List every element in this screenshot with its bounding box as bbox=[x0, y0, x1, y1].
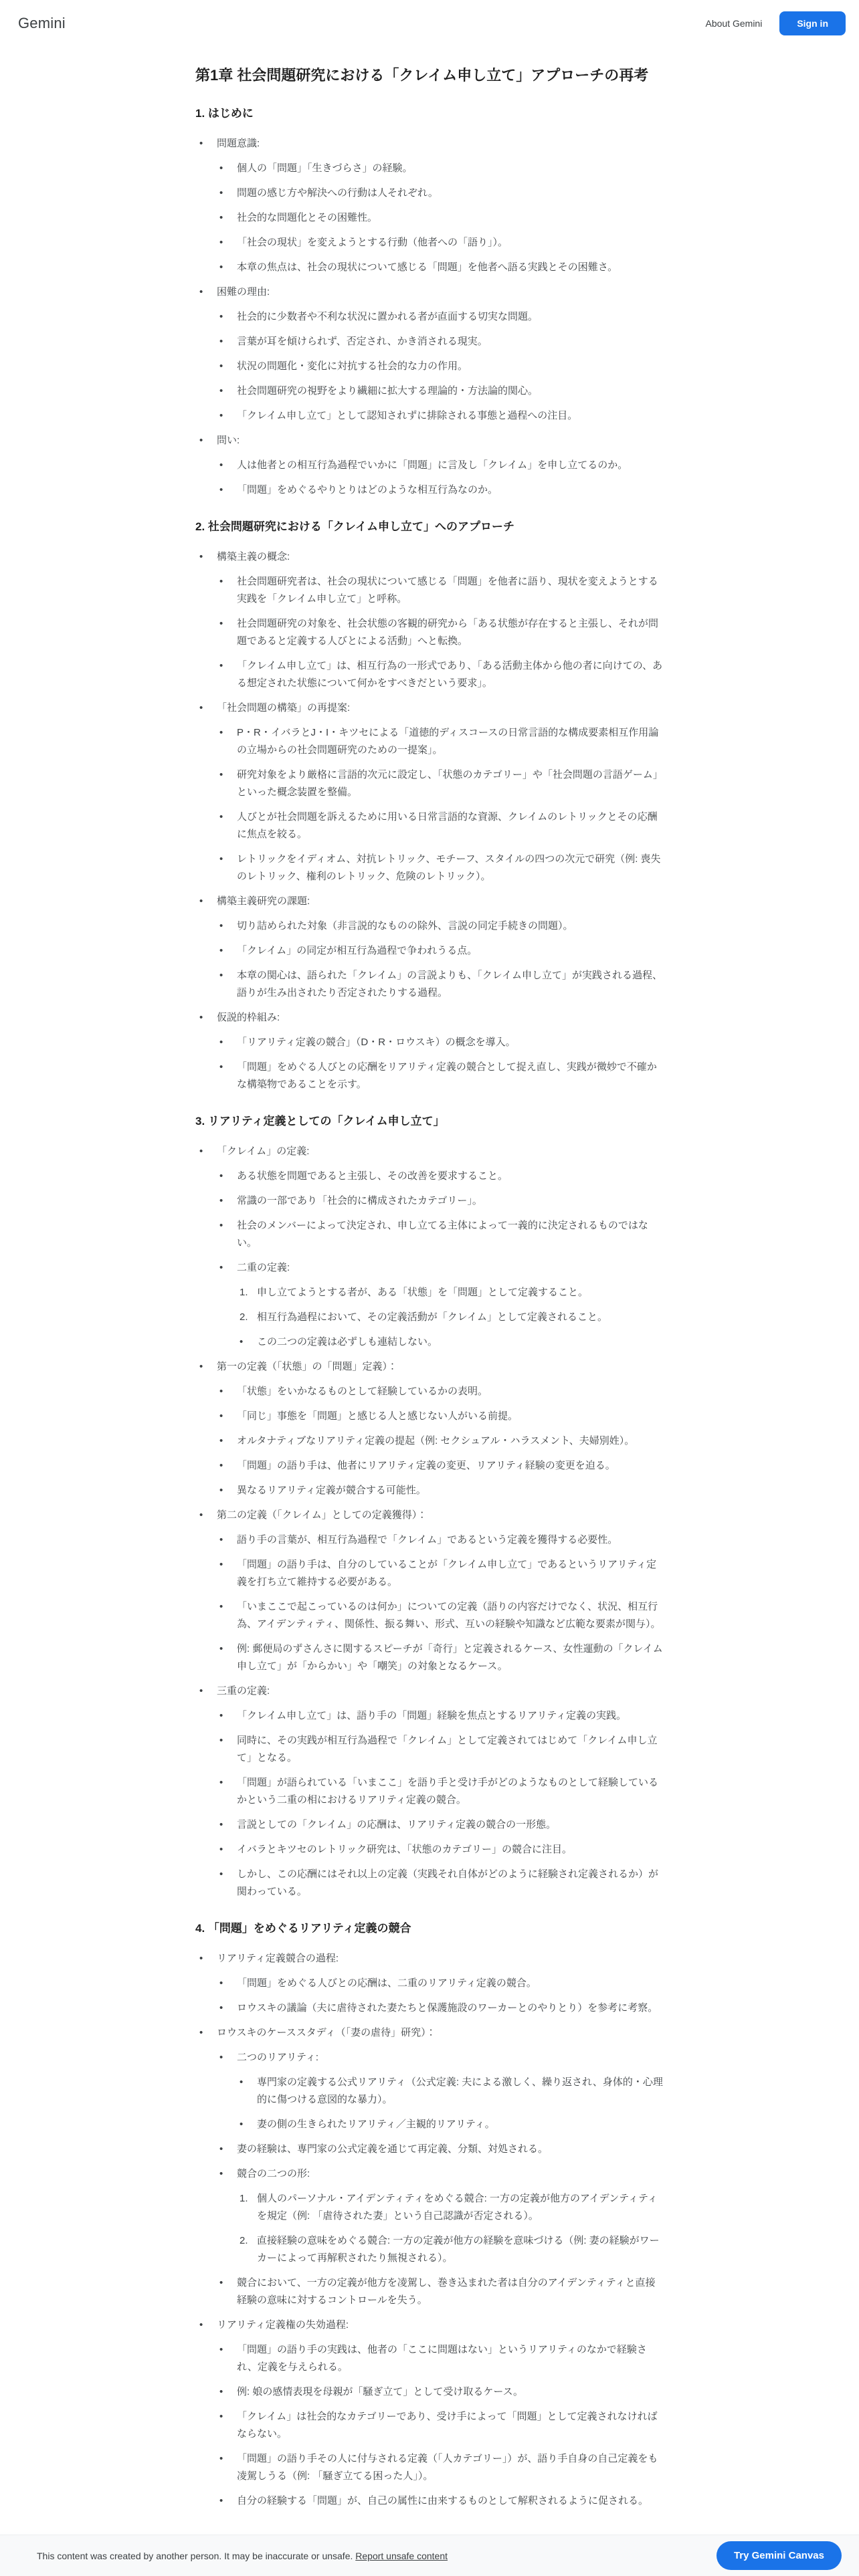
list-item bbox=[219, 1408, 664, 1425]
list-item-text: 「問題」が語られている「いまここ」を語り手と受け手がどのようなものとして経験しているかという二重の相におけるリアリティ定義の競合。 bbox=[237, 1777, 659, 1806]
list-item bbox=[240, 2116, 664, 2133]
list-item-text: レトリックをイディオム、対抗レトリック、モチーフ、スタイルの四つの次元で研究（例: 喪失のレトリック、権利のレトリック、危険のレトリック）。 bbox=[237, 853, 661, 882]
bullet-icon: • bbox=[219, 2344, 223, 2355]
list-item bbox=[219, 2450, 664, 2485]
list-item bbox=[199, 548, 664, 566]
bullet-icon: • bbox=[199, 1685, 203, 1697]
bullet-icon: • bbox=[219, 1643, 223, 1654]
list-item bbox=[199, 1009, 664, 1027]
bullet-icon: • bbox=[219, 360, 223, 372]
list-item-text: 問題の感じ方や解決への行動は人それぞれ。 bbox=[237, 187, 438, 199]
section-heading: 4. 「問題」をめぐるリアリティ定義の競合 bbox=[195, 1922, 411, 1935]
list-item-text: 「社会問題の構築」の再提案: bbox=[217, 702, 351, 714]
list-item bbox=[219, 1732, 664, 1767]
list-item-text: 言説としての「クレイム」の応酬は、リアリティ定義の競合の一形態。 bbox=[237, 1819, 557, 1830]
list-item-text: リアリティ定義競合の過程: bbox=[217, 1953, 339, 1964]
list-item-text: 「問題」の語り手の実践は、他者の「ここに問題はない」というリアリティのなかで経験され、定義を与えられる。 bbox=[237, 2344, 647, 2373]
list-item bbox=[219, 1841, 664, 1858]
bullet-icon: • bbox=[219, 336, 223, 347]
bullet-icon: • bbox=[219, 1037, 223, 1048]
list-item-text: 人は他者との相互行為過程でいかに「問題」に言及し「クレイム」を申し立てるのか。 bbox=[237, 459, 628, 471]
list-item-text: 妻の側の生きられたリアリティ／主観的リアリティ。 bbox=[257, 2119, 495, 2130]
list-item-text: 人びとが社会問題を訴えるために用いる日常言語的な資源、クレイムのレトリックとその応酬に焦点を絞る。 bbox=[237, 811, 658, 840]
list-item bbox=[199, 700, 664, 717]
list-item bbox=[219, 1259, 664, 1277]
list-item-text: 「社会の現状」を変えようとする行動（他者への「語り」）。 bbox=[237, 237, 508, 248]
list-item bbox=[219, 2408, 664, 2443]
list-number: 1. bbox=[240, 2193, 248, 2204]
bullet-icon: • bbox=[219, 2143, 223, 2155]
list-item bbox=[219, 967, 664, 1002]
bullet-icon: • bbox=[219, 311, 223, 322]
bullet-icon: • bbox=[240, 1336, 244, 1348]
page-title: 第1章 社会問題研究における「クレイム申し立て」アプローチの再考 bbox=[195, 67, 649, 84]
list-item-text: 社会的に少数者や不利な状況に置かれる者が直面する切実な問題。 bbox=[237, 311, 539, 322]
list-item bbox=[219, 1383, 664, 1400]
list-item bbox=[219, 1975, 664, 1992]
bullet-icon: • bbox=[219, 1195, 223, 1206]
bullet-icon: • bbox=[219, 187, 223, 199]
list-item-text: 例: 郵便局のずさんさに関するスピーチが「奇行」と定義されるケース、女性運動の「クレイム申し立て」が「からかい」や「嘲笑」の対象となるケース。 bbox=[237, 1643, 663, 1672]
list-item bbox=[219, 2049, 664, 2066]
list-item-text: 相互行為過程において、その定義活動が「クレイム」として定義されること。 bbox=[257, 1311, 607, 1323]
list-item-text: 社会問題研究の対象を、社会状態の客観的研究から「ある状態が存在すると主張し、それが問題であると定義する人びとによる活動」へと転換。 bbox=[237, 618, 659, 647]
list-item-text: 「いまここで起こっているのは何か」についての定義（語りの内容だけでなく、状況、相互行為、アイデンティティ、関係性、振る舞い、形式、互いの経験や知識など広範な要素が関与）。 bbox=[237, 1601, 661, 1630]
list-item bbox=[219, 1598, 664, 1633]
bullet-icon: • bbox=[219, 618, 223, 629]
list-item-text: 社会のメンバーによって決定され、申し立てる主体によって一義的に決定されるものではない。 bbox=[237, 1220, 648, 1249]
list-item bbox=[219, 1059, 664, 1093]
disclaimer-text bbox=[37, 2551, 448, 2561]
list-item bbox=[219, 259, 664, 276]
list-item-text: 二重の定義: bbox=[237, 1262, 290, 1273]
bullet-icon: • bbox=[199, 1012, 203, 1023]
list-number: 1. bbox=[240, 1287, 248, 1298]
list-item-text: 妻の経験は、専門家の公式定義を通じて再定義、分類、対処される。 bbox=[237, 2143, 549, 2155]
list-item-text: 「クレイム」の同定が相互行為過程で争われうる点。 bbox=[237, 945, 478, 956]
list-item bbox=[219, 209, 664, 227]
bullet-icon: • bbox=[219, 2168, 223, 2179]
list-item bbox=[199, 1950, 664, 1967]
list-item-text: 異なるリアリティ定義が競合する可能性。 bbox=[237, 1485, 426, 1496]
list-item-text: P・R・イバラとJ・I・キツセによる「道徳的ディスコースの日常言語的な構成要素相互作用論の立場からの社会問題研究のための一提案」。 bbox=[237, 727, 659, 756]
bullet-icon: • bbox=[219, 1170, 223, 1182]
list-item bbox=[199, 893, 664, 910]
list-item bbox=[219, 573, 664, 608]
list-item bbox=[219, 851, 664, 885]
list-item bbox=[199, 1507, 664, 1524]
list-number: 2. bbox=[240, 1311, 248, 1323]
bullet-icon: • bbox=[219, 410, 223, 421]
bullet-icon: • bbox=[219, 1977, 223, 1989]
document-outline bbox=[195, 106, 664, 2510]
list-item bbox=[219, 481, 664, 499]
list-item-text: 構築主義の概念: bbox=[217, 551, 290, 562]
list-item bbox=[219, 1531, 664, 1549]
list-item-text: 問題意識: bbox=[217, 138, 260, 149]
list-item-text: 常識の一部であり「社会的に構成されたカテゴリー」。 bbox=[237, 1195, 482, 1206]
list-item-text: ロウスキの議論（夫に虐待された妻たちと保護施設のワーカーとのやりとり）を参考に考察。 bbox=[237, 2002, 658, 2014]
bullet-icon: • bbox=[219, 1485, 223, 1496]
list-item bbox=[240, 1284, 664, 1301]
list-item bbox=[219, 1168, 664, 1185]
list-item bbox=[219, 1482, 664, 1499]
list-item-text: 「問題」の語り手は、他者にリアリティ定義の変更、リアリティ経験の変更を迫る。 bbox=[237, 1460, 615, 1471]
bullet-icon: • bbox=[219, 2495, 223, 2506]
gemini-logo[interactable]: Gemini bbox=[18, 15, 66, 31]
list-item-text: 「リアリティ定義の競合」（D・R・ロウスキ）の概念を導入。 bbox=[237, 1037, 516, 1048]
list-item bbox=[219, 1457, 664, 1475]
list-item bbox=[219, 918, 664, 935]
bullet-icon: • bbox=[199, 2027, 203, 2038]
list-item bbox=[219, 1774, 664, 1809]
list-item-text: 社会問題研究の視野をより繊細に拡大する理論的・方法論的関心。 bbox=[237, 385, 539, 397]
list-item bbox=[219, 1556, 664, 1591]
list-item-text: 本章の関心は、語られた「クレイム」の言説よりも、「クレイム申し立て」が実践される過程、語りが生み出されたり否定されたりする過程。 bbox=[237, 970, 663, 998]
section-heading: 1. はじめに bbox=[195, 107, 254, 120]
list-item-text: 本章の焦点は、社会の現状について感じる「問題」を他者へ語る実践とその困難さ。 bbox=[237, 261, 618, 273]
list-item bbox=[199, 2024, 664, 2042]
list-item-text: 切り詰められた対象（非言説的なものの除外、言説の同定手続きの問題）。 bbox=[237, 920, 573, 932]
bullet-icon: • bbox=[199, 435, 203, 446]
list-item bbox=[219, 2383, 664, 2401]
about-gemini-link[interactable]: About Gemini bbox=[705, 18, 763, 29]
report-unsafe-content-link[interactable]: Report unsafe content bbox=[355, 2550, 448, 2561]
list-item-text: 専門家の定義する公式リアリティ（公式定義: 夫による激しく、繰り返され、身体的・心理的に傷つける意図的な暴力）。 bbox=[257, 2076, 663, 2105]
bullet-icon: • bbox=[219, 2453, 223, 2464]
list-item bbox=[219, 2492, 664, 2510]
list-item-text: 個人の「問題」「生きづらさ」の経験。 bbox=[237, 163, 413, 174]
list-item bbox=[219, 358, 664, 375]
bullet-icon: • bbox=[219, 1601, 223, 1612]
list-item-text: オルタナティブなリアリティ定義の提起（例: セクシュアル・ハラスメント、夫婦別姓）。 bbox=[237, 1435, 635, 1446]
bullet-icon: • bbox=[199, 286, 203, 298]
list-item bbox=[219, 1816, 664, 1834]
bullet-icon: • bbox=[219, 660, 223, 671]
list-item-text: イバラとキツセのレトリック研究は、「状態のカテゴリー」の競合に注目。 bbox=[237, 1844, 573, 1855]
list-item bbox=[199, 1358, 664, 1376]
bullet-icon: • bbox=[219, 1386, 223, 1397]
bullet-icon: • bbox=[219, 1868, 223, 1880]
bullet-icon: • bbox=[219, 2411, 223, 2422]
list-item bbox=[219, 457, 664, 474]
list-item-text: 構築主義研究の課題: bbox=[217, 895, 310, 907]
top-bar-right bbox=[706, 11, 846, 35]
footer-bar bbox=[0, 2535, 859, 2576]
list-item-text: 「クレイム申し立て」は、相互行為の一形式であり、「ある活動主体から他の者に向けての、ある想定された状態について何かをすべきだという要求」。 bbox=[237, 660, 663, 689]
list-item bbox=[219, 1432, 664, 1450]
bullet-icon: • bbox=[199, 1953, 203, 1964]
list-item bbox=[219, 1192, 664, 1210]
bullet-icon: • bbox=[240, 2076, 244, 2088]
bullet-icon: • bbox=[219, 1534, 223, 1545]
list-item-text: 第一の定義（「状態」の「問題」定義）： bbox=[217, 1361, 398, 1372]
bullet-icon: • bbox=[219, 2052, 223, 2063]
list-item bbox=[219, 407, 664, 425]
list-item-text: 社会的な問題化とその困難性。 bbox=[237, 212, 378, 223]
bullet-icon: • bbox=[219, 2277, 223, 2288]
top-bar bbox=[0, 0, 859, 47]
list-item bbox=[240, 2232, 664, 2267]
list-item-text: 自分の経験する「問題」が、自己の属性に由来するものとして解釈されるように促される。 bbox=[237, 2495, 649, 2506]
list-item bbox=[199, 432, 664, 449]
list-item-text: 言葉が耳を傾けられず、否定され、かき消される現実。 bbox=[237, 336, 488, 347]
list-item bbox=[199, 1143, 664, 1160]
list-item-text: 二つのリアリティ: bbox=[237, 2052, 319, 2063]
list-item-text: 「同じ」事態を「問題」と感じる人と感じない人がいる前提。 bbox=[237, 1410, 518, 1422]
list-item bbox=[219, 657, 664, 692]
list-item-text: 「問題」をめぐる人びとの応酬をリアリティ定義の競合として捉え直し、実践が微妙で不確かな構築物であることを示す。 bbox=[237, 1061, 657, 1090]
bullet-icon: • bbox=[219, 212, 223, 223]
list-item-text: 「問題」をめぐるやりとりはどのような相互行為なのか。 bbox=[237, 484, 498, 496]
bullet-icon: • bbox=[219, 1460, 223, 1471]
bullet-icon: • bbox=[219, 1819, 223, 1830]
document-viewport bbox=[0, 47, 859, 2535]
list-item bbox=[219, 1640, 664, 1675]
bullet-icon: • bbox=[219, 970, 223, 981]
list-item bbox=[219, 2000, 664, 2017]
bullet-icon: • bbox=[219, 2002, 223, 2014]
document bbox=[195, 47, 664, 2510]
list-item-text: 語り手の言葉が、相互行為過程で「クレイム」であるという定義を獲得する必要性。 bbox=[237, 1534, 618, 1545]
list-item-text: 困難の理由: bbox=[217, 286, 270, 298]
bullet-icon: • bbox=[199, 551, 203, 562]
disclaimer-sentence: This content was created by another person. It may be inaccurate or unsafe. bbox=[37, 2550, 353, 2561]
bullet-icon: • bbox=[219, 2386, 223, 2397]
list-item-text: 「クレイム」の定義: bbox=[217, 1146, 310, 1157]
bullet-icon: • bbox=[219, 945, 223, 956]
bullet-icon: • bbox=[219, 1735, 223, 1746]
list-item-text: 同時に、その実践が相互行為過程で「クレイム」として定義されてはじめて「クレイム申し立て」となる。 bbox=[237, 1735, 658, 1763]
list-item bbox=[240, 2074, 664, 2109]
bullet-icon: • bbox=[219, 920, 223, 932]
try-gemini-canvas-button[interactable]: Try Gemini Canvas bbox=[717, 2541, 842, 2570]
list-item bbox=[240, 2190, 664, 2225]
bullet-icon: • bbox=[219, 811, 223, 823]
list-item-text: 仮説的枠組み: bbox=[217, 1012, 280, 1023]
bullet-icon: • bbox=[219, 459, 223, 471]
bullet-icon: • bbox=[199, 702, 203, 714]
list-item bbox=[240, 1333, 664, 1351]
list-item-text: 第二の定義（「クレイム」としての定義獲得）： bbox=[217, 1509, 427, 1521]
list-item bbox=[219, 766, 664, 801]
list-item bbox=[219, 185, 664, 202]
bullet-icon: • bbox=[219, 1435, 223, 1446]
list-item bbox=[219, 1866, 664, 1901]
bullet-icon: • bbox=[219, 1410, 223, 1422]
list-item-text: 問い: bbox=[217, 435, 240, 446]
bullet-icon: • bbox=[219, 1777, 223, 1788]
list-item-text: リアリティ定義権の失効過程: bbox=[217, 2319, 349, 2331]
bullet-icon: • bbox=[219, 727, 223, 738]
list-item-text: 「クレイム申し立て」は、語り手の「問題」経験を焦点とするリアリティ定義の実践。 bbox=[237, 1710, 627, 1721]
list-item-text: 例: 娘の感情表現を母親が「騒ぎ立て」として受け取るケース。 bbox=[237, 2386, 524, 2397]
bullet-icon: • bbox=[219, 261, 223, 273]
bullet-icon: • bbox=[199, 2319, 203, 2331]
list-item bbox=[219, 2341, 664, 2376]
list-item bbox=[219, 234, 664, 251]
bullet-icon: • bbox=[219, 769, 223, 780]
sign-in-button[interactable]: Sign in bbox=[779, 11, 846, 35]
bullet-icon: • bbox=[219, 1220, 223, 1231]
section-heading: 3. リアリティ定義としての「クレイム申し立て」 bbox=[195, 1115, 445, 1128]
list-item-text: 「クレイム申し立て」として認知されずに排除される事態と過程への注目。 bbox=[237, 410, 578, 421]
list-item-text: しかし、この応酬にはそれ以上の定義（実践それ自体がどのように経験され定義されるか）が関わっている。 bbox=[237, 1868, 659, 1897]
bullet-icon: • bbox=[219, 576, 223, 587]
bullet-icon: • bbox=[219, 1844, 223, 1855]
list-number: 2. bbox=[240, 2235, 248, 2246]
list-item-text: 個人のパーソナル・アイデンティティをめぐる競合: 一方の定義が他方のアイデンティティを規定（例: 「虐待された妻」という自己認識が否定される）。 bbox=[257, 2193, 658, 2222]
list-item bbox=[219, 809, 664, 843]
list-item bbox=[219, 724, 664, 759]
bullet-icon: • bbox=[219, 1061, 223, 1073]
bullet-icon: • bbox=[240, 2119, 244, 2130]
list-item bbox=[199, 1683, 664, 1700]
list-item bbox=[219, 1217, 664, 1252]
list-item-text: 「クレイム」は社会的なカテゴリーであり、受け手によって「問題」として定義されなければならない。 bbox=[237, 2411, 658, 2440]
list-item bbox=[219, 308, 664, 326]
list-item bbox=[240, 1309, 664, 1326]
list-item-text: 申し立てようとする者が、ある「状態」を「問題」として定義すること。 bbox=[257, 1287, 589, 1298]
list-item-text: 「問題」の語り手は、自分のしていることが「クレイム申し立て」であるというリアリティ定義を打ち立て維持する必要がある。 bbox=[237, 1559, 657, 1588]
bullet-icon: • bbox=[199, 1361, 203, 1372]
bullet-icon: • bbox=[219, 385, 223, 397]
bullet-icon: • bbox=[199, 1146, 203, 1157]
bullet-icon: • bbox=[219, 853, 223, 865]
list-item-text: ある状態を問題であると主張し、その改善を要求すること。 bbox=[237, 1170, 508, 1182]
list-item bbox=[219, 942, 664, 960]
section-heading: 2. 社会問題研究における「クレイム申し立て」へのアプローチ bbox=[195, 520, 515, 533]
list-item bbox=[219, 2165, 664, 2183]
list-item bbox=[219, 333, 664, 350]
list-item bbox=[219, 1707, 664, 1725]
list-item-text: 直接経験の意味をめぐる競合: 一方の定義が他方の経験を意味づける（例: 妻の経験がワーカーによって再解釈されたり無視される）。 bbox=[257, 2235, 660, 2264]
bullet-icon: • bbox=[219, 1710, 223, 1721]
list-item bbox=[199, 284, 664, 301]
list-item-text: 三重の定義: bbox=[217, 1685, 270, 1697]
list-item bbox=[199, 2317, 664, 2334]
list-item bbox=[199, 135, 664, 152]
list-item bbox=[219, 615, 664, 650]
bullet-icon: • bbox=[219, 484, 223, 496]
list-item bbox=[219, 160, 664, 177]
list-item-text: 研究対象をより厳格に言語的次元に設定し、「状態のカテゴリー」や「社会問題の言語ゲーム」といった概念装置を整備。 bbox=[237, 769, 663, 798]
list-item-text: 状況の問題化・変化に対抗する社会的な力の作用。 bbox=[237, 360, 468, 372]
list-item-text: 社会問題研究者は、社会の現状について感じる「問題」を他者に語り、現状を変えようとする実践を「クレイム申し立て」と呼称。 bbox=[237, 576, 658, 605]
list-item-text: 「状態」をいかなるものとして経験しているかの表明。 bbox=[237, 1386, 488, 1397]
bullet-icon: • bbox=[199, 1509, 203, 1521]
list-item-text: この二つの定義は必ずしも連結しない。 bbox=[257, 1336, 438, 1348]
bullet-icon: • bbox=[219, 1262, 223, 1273]
bullet-icon: • bbox=[199, 138, 203, 149]
bullet-icon: • bbox=[199, 895, 203, 907]
bullet-icon: • bbox=[219, 237, 223, 248]
list-item-text: 競合の二つの形: bbox=[237, 2168, 310, 2179]
bullet-icon: • bbox=[219, 1559, 223, 1570]
list-item-text: 競合において、一方の定義が他方を凌駕し、巻き込まれた者は自分のアイデンティティと直接経験の意味に対するコントロールを失う。 bbox=[237, 2277, 656, 2306]
list-item bbox=[219, 2274, 664, 2309]
list-item-text: 「問題」の語り手その人に付与される定義（「人カテゴリー」）が、語り手自身の自己定義をも凌駕しうる（例: 「騒ぎ立てる困った人」）。 bbox=[237, 2453, 658, 2482]
list-item bbox=[219, 1034, 664, 1051]
bullet-icon: • bbox=[219, 163, 223, 174]
list-item bbox=[219, 383, 664, 400]
list-item-text: ロウスキのケーススタディ（「妻の虐待」研究）： bbox=[217, 2027, 436, 2038]
list-item bbox=[219, 2141, 664, 2158]
list-item-text: 「問題」をめぐる人びとの応酬は、二重のリアリティ定義の競合。 bbox=[237, 1977, 537, 1989]
